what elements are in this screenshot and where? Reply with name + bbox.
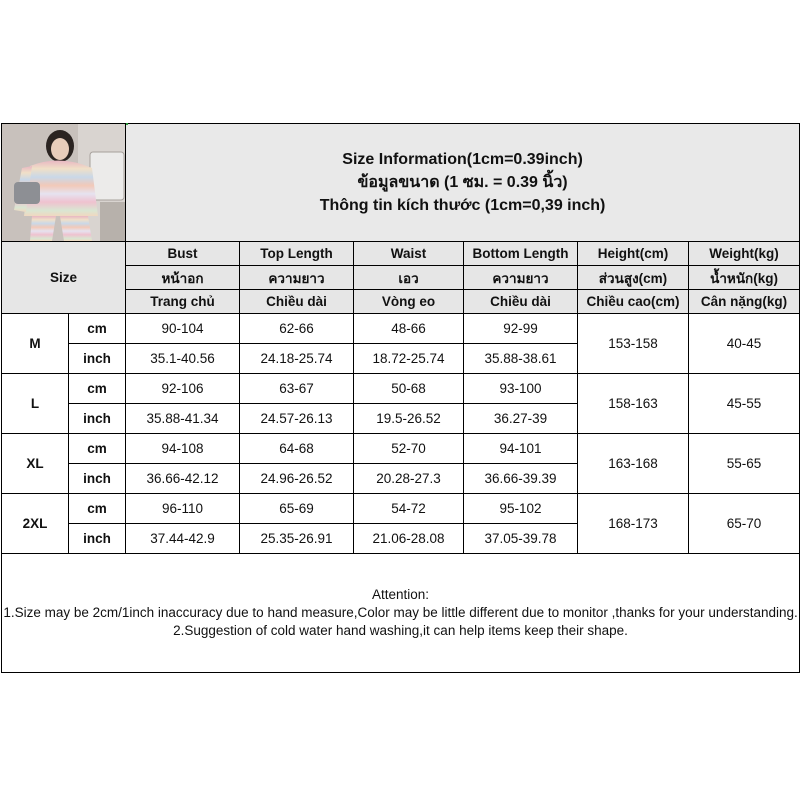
waist-inch: 20.28-27.3 bbox=[354, 464, 464, 494]
col-weight-th: น้ำหนัก(kg) bbox=[689, 266, 800, 290]
title-thai: ข้อมูลขนาด (1 ซม. = 0.39 นิ้ว) bbox=[357, 174, 568, 191]
note-size-accuracy: 1.Size may be 2cm/1inch inaccuracy due to hand measure,Color may be little different due to monitor ,thanks for your understanding. bbox=[3, 605, 798, 620]
top-length-inch: 25.35-26.91 bbox=[240, 524, 354, 554]
unit-label: inch bbox=[69, 464, 126, 494]
top-length-inch: 24.57-26.13 bbox=[240, 404, 354, 434]
table-row bbox=[2, 374, 800, 404]
col-height-vi: Chiều cao(cm) bbox=[578, 290, 689, 314]
unit-label: cm bbox=[69, 314, 126, 344]
size-name: 2XL bbox=[2, 494, 69, 554]
top-length-cm: 64-68 bbox=[240, 434, 354, 464]
waist-cm: 52-70 bbox=[354, 434, 464, 464]
bottom-length-inch: 36.27-39 bbox=[464, 404, 578, 434]
note-washing: 2.Suggestion of cold water hand washing,it can help items keep their shape. bbox=[173, 623, 628, 638]
col-top-length-th: ความยาว bbox=[240, 266, 354, 290]
waist-cm: 48-66 bbox=[354, 314, 464, 344]
top-length-cm: 62-66 bbox=[240, 314, 354, 344]
product-photo bbox=[2, 124, 126, 241]
col-weight-vi: Cân nặng(kg) bbox=[689, 290, 800, 314]
bust-inch: 36.66-42.12 bbox=[126, 464, 240, 494]
bottom-length-cm: 94-101 bbox=[464, 434, 578, 464]
col-top-length-vi: Chiều dài bbox=[240, 290, 354, 314]
height-value: 158-163 bbox=[578, 374, 689, 434]
unit-label: cm bbox=[69, 434, 126, 464]
notes-heading: Attention: bbox=[372, 587, 430, 602]
col-bust-th: หน้าอก bbox=[126, 266, 240, 290]
product-photo-cell bbox=[2, 124, 126, 242]
waist-inch: 19.5-26.52 bbox=[354, 404, 464, 434]
title-vietnamese: Thông tin kích thước (1cm=0,39 inch) bbox=[319, 197, 606, 214]
top-length-inch: 24.18-25.74 bbox=[240, 344, 354, 374]
height-value: 168-173 bbox=[578, 494, 689, 554]
weight-value: 45-55 bbox=[689, 374, 800, 434]
height-value: 163-168 bbox=[578, 434, 689, 494]
col-waist-vi: Vòng eo bbox=[354, 290, 464, 314]
col-top-length-en: Top Length bbox=[240, 242, 354, 266]
col-bottom-length-th: ความยาว bbox=[464, 266, 578, 290]
bust-cm: 94-108 bbox=[126, 434, 240, 464]
col-bottom-length-vi: Chiều dài bbox=[464, 290, 578, 314]
header-row-english bbox=[2, 242, 800, 266]
bust-inch: 37.44-42.9 bbox=[126, 524, 240, 554]
col-bust-vi: Trang chủ bbox=[126, 290, 240, 314]
notes-row bbox=[2, 554, 800, 673]
size-information-header bbox=[126, 124, 800, 242]
top-length-inch: 24.96-26.52 bbox=[240, 464, 354, 494]
col-bottom-length-en: Bottom Length bbox=[464, 242, 578, 266]
top-length-cm: 63-67 bbox=[240, 374, 354, 404]
size-name: XL bbox=[2, 434, 69, 494]
table-row bbox=[2, 494, 800, 524]
size-chart bbox=[1, 123, 799, 677]
title-row bbox=[2, 124, 800, 242]
weight-value: 40-45 bbox=[689, 314, 800, 374]
bust-inch: 35.1-40.56 bbox=[126, 344, 240, 374]
col-height-th: ส่วนสูง(cm) bbox=[578, 266, 689, 290]
unit-label: inch bbox=[69, 404, 126, 434]
weight-value: 55-65 bbox=[689, 434, 800, 494]
unit-label: cm bbox=[69, 374, 126, 404]
size-table bbox=[1, 123, 800, 673]
bust-cm: 90-104 bbox=[126, 314, 240, 344]
table-row bbox=[2, 314, 800, 344]
top-length-cm: 65-69 bbox=[240, 494, 354, 524]
bust-cm: 92-106 bbox=[126, 374, 240, 404]
col-height-en: Height(cm) bbox=[578, 242, 689, 266]
bottom-length-inch: 35.88-38.61 bbox=[464, 344, 578, 374]
title-english: Size Information(1cm=0.39inch) bbox=[342, 151, 583, 168]
unit-label: inch bbox=[69, 524, 126, 554]
size-name: L bbox=[2, 374, 69, 434]
bottom-length-inch: 36.66-39.39 bbox=[464, 464, 578, 494]
bust-cm: 96-110 bbox=[126, 494, 240, 524]
model-photo-illustration bbox=[2, 124, 126, 241]
size-column-header: Size bbox=[2, 242, 126, 314]
bottom-length-cm: 93-100 bbox=[464, 374, 578, 404]
col-bust-en: Bust bbox=[126, 242, 240, 266]
bottom-length-cm: 92-99 bbox=[464, 314, 578, 344]
waist-inch: 21.06-28.08 bbox=[354, 524, 464, 554]
height-value: 153-158 bbox=[578, 314, 689, 374]
unit-label: inch bbox=[69, 344, 126, 374]
bottom-length-inch: 37.05-39.78 bbox=[464, 524, 578, 554]
col-waist-en: Waist bbox=[354, 242, 464, 266]
unit-label: cm bbox=[69, 494, 126, 524]
attention-notes bbox=[2, 554, 800, 673]
weight-value: 65-70 bbox=[689, 494, 800, 554]
bottom-length-cm: 95-102 bbox=[464, 494, 578, 524]
table-row bbox=[2, 434, 800, 464]
col-waist-th: เอว bbox=[354, 266, 464, 290]
col-weight-en: Weight(kg) bbox=[689, 242, 800, 266]
waist-cm: 54-72 bbox=[354, 494, 464, 524]
waist-cm: 50-68 bbox=[354, 374, 464, 404]
corner-marker bbox=[126, 123, 128, 125]
size-name: M bbox=[2, 314, 69, 374]
waist-inch: 18.72-25.74 bbox=[354, 344, 464, 374]
bust-inch: 35.88-41.34 bbox=[126, 404, 240, 434]
